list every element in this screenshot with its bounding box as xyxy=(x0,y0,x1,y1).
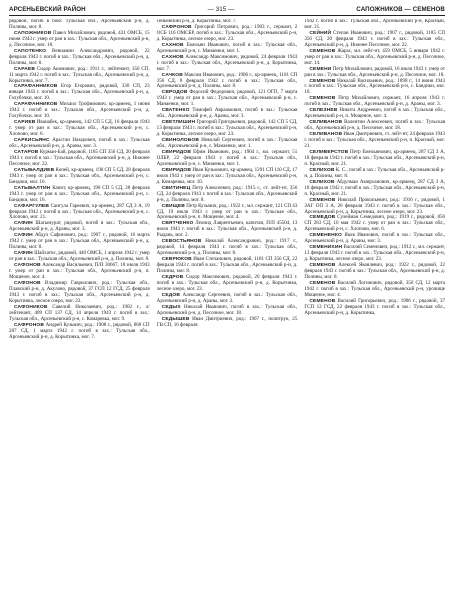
entry-details: Копей, кр-армеец, 190 СП 5 СД, 28 февраля 1943 г. умер от ран в зах.: Тульская обл., Арсеньевский р-н, с. Бандики, мог. 16. xyxy=(9,166,150,185)
entry-details: Сангула Гареевич, кр-армеец, 287 СД 3 А, 19 февраля 1942 г. погиб в зах.: Тульская обл., Арсеньевский р-н, с. Хлопово, мог. 21. xyxy=(9,202,150,221)
memorial-entry xyxy=(157,257,298,275)
entry-surname: СЕМЕНЕНКО xyxy=(309,233,342,239)
entry-details: Иванабек, кр-армеец, 142 СП 5 СД, 16 февраля 1943 г. умер от ран в зах.: Тульская обл., Арсеньевский р-н, с. Хлопово, мог. 6. xyxy=(9,119,150,138)
entry-surname: САТЫБАЛТИН xyxy=(14,185,51,191)
entry-surname: СЕЛИХОВ xyxy=(309,179,335,185)
entry-surname: САРИЕВ xyxy=(14,120,36,126)
entry-details: К. С., погиб в зах.: Тульская обл., Арсеньевский р-н, д. Полины, мог. 8. xyxy=(304,166,445,179)
entry-surname: СВИТИНЕЦ xyxy=(161,185,191,191)
entry-surname: СВИНОЛОБОВ xyxy=(161,138,200,144)
entry-details: Егор Егорович, рядовой, 330 СП, 23 января 1943 г. погиб в зах.: Тульская обл., Арсеньевский р-н, д. Голубочки, мог. 10. xyxy=(9,83,150,102)
entry-surname: САХНОВ xyxy=(161,54,184,60)
entry-surname: СВИРИДОВ xyxy=(161,149,192,155)
entry-surname: СВРОДОВ xyxy=(161,90,188,96)
entry-surname: СЕМЕНИХИН xyxy=(309,245,343,251)
entry-details: Андрей Кузьмич, род.: 1908 г., рядовой, 868 СП 287 СД, 1 марта 1942 г. погиб в зах.: Тульская обл., Арсеньевский р-н, д. Корытинка, мог. 7. xyxy=(9,321,150,340)
column-3 xyxy=(304,19,445,595)
memorial-entry xyxy=(9,263,150,281)
entry-details: Владимир Гаврилович, род.: Тульская обл., Плавский р-н, д. Акулово, рядовой, 37 ГСП 12 ГСД, 25 февраля 1943 г. погиб в зах.: Тульская обл., Арсеньевский р-н, д. Корытинка, лесное озеро, мог. 23. xyxy=(9,279,150,304)
entry-surname: СЕВРЮКОВ xyxy=(161,257,192,263)
memorial-entry xyxy=(9,323,150,341)
entry-surname: СЕЛИВАНОВ xyxy=(309,132,343,138)
entry-surname: САПОТЕНКО xyxy=(14,48,47,54)
entry-details: Петр Михайлович, рядовой, 16 июля 1943 г. умер от ран в зах.: Тульская обл., Арсеньевский р-н, д. Песочное, мог. 18. xyxy=(304,65,445,78)
memorial-entry xyxy=(9,67,150,85)
memorial-entry xyxy=(304,180,445,198)
entry-details: Григорий Григорьевич, рядовой, 142 СП 5 СД, 13 февраля 1943 г. погиб в зах.: Тульская обл., Арсеньевский р-н, д. Корытинка, лесное озеро, мог. 23. xyxy=(156,119,298,138)
entry-details: Павел Михайлович, рядовой, 431 ОМСБ, 15 июня 1943 г. умер от ран в зах.: Тульская обл., Арсеньевский р-н, д. Песочное, мог. 18. xyxy=(9,29,150,48)
entry-surname: САФОНИКОВ xyxy=(14,304,48,310)
entry-details: Валентин Алексеевич, погиб в зах.: Тульская обл., Арсеньевский р-н, д. Песочное, мог. 18. xyxy=(304,119,445,132)
entry-details: Александр Максимович, рядовой, 24 февраля 1943 г. погиб в зах.: Тульская обл., Арсеньевский р-н, д. Корытинка, мог. 7. xyxy=(156,53,298,72)
entry-surname: САТАРОВ xyxy=(14,149,39,155)
entry-details: Александр Васильевич, П/П 30667, 18 июля 1943 г. умер от ран в зах.: Тульская обл., Арсеньевский р-н, п. Мощеное, мог. 4. xyxy=(9,262,150,280)
memorial-entry xyxy=(157,204,298,222)
entry-details: Максим Иванович, род.: 1906 г., кр-армеец, 1181 СП 356 СД, 8 февраля 1942 г. погиб в зах.: Тульская обл., Арсеньевский р-н, д. Полины, мог. 8. xyxy=(156,71,298,90)
entry-surname: САФАРГУЛЕВ xyxy=(14,203,50,209)
entry-details: Петр Михайлович, сержант, 16 апреля 1943 г. погиб в зах.: Тульская обл., Арсеньевский р-н, д. Араны, мог. 3. xyxy=(304,95,445,108)
entry-surname: СЕЙНИЙ xyxy=(309,30,332,36)
entry-details: Александр Сергеевич, погиб в зах.: Тульская обл., Арсеньевский р-н, д. Араны, мог. 3. xyxy=(156,291,298,304)
memorial-entry xyxy=(304,198,445,216)
entry-surname: САРАФАННИКОВ xyxy=(14,84,58,90)
entry-surname: СЕМЕНОВ xyxy=(309,280,336,286)
entry-surname: СЕМЕДОВ xyxy=(309,215,336,221)
entry-details: 1942 г. погиб в зах.: Тульская обл., Арсеньевский р-н, Красный, мог. 21. xyxy=(304,19,445,30)
entry-details: рядовой, погиб в бою: Тульская обл., Арсеньевский р-н, д. Полины, мог. 8. xyxy=(9,19,150,30)
entry-details: Иван Степанович, рядовой, 1181 СП 356 СД, 22 февраля 1943 г. погиб в зах.: Тульская обл., Арсеньевский р-н, д. Полины, мог. 8. xyxy=(156,256,298,275)
memorial-entry xyxy=(157,186,298,204)
memorial-entry xyxy=(9,150,150,168)
entry-details: Емельян Иванович, погиб в зах.: Тульская обл., Арсеньевский р-н, с. Манаенки, мог. 1. xyxy=(156,41,298,54)
memorial-entry xyxy=(157,90,298,108)
column-1 xyxy=(9,19,150,595)
entry-surname: САПОЖНИКОВ xyxy=(14,30,52,36)
entry-details: Абдул Сафинович, род.: 1907 г., рядовой, 16 марта 1942 г. умер от ран в зах.: Тульская обл., Арсеньевский р-н, д. Полины, мог. 8. xyxy=(9,232,150,251)
header-left-title: АРСЕНЬЕВСКИЙ РАЙОН xyxy=(9,6,86,13)
entry-details: Иван Кузьмович, кр-армеец, 1291 СП 110 СД, 17 июля 1943 г. умер от ран в зах.: Тульская обл., Арсеньевский р-н, д. Комаревка, мог. 10. xyxy=(156,166,298,185)
memorial-entry xyxy=(9,281,150,305)
memorial-entry xyxy=(304,263,445,281)
entry-details: Сидор Акимович, род.: 1911 г., лейтенант, 356 СП, 11 марта 1942 г. погиб в зах.: Тульская обл., Арсеньевский р-н, д. Корытинка, мог. 7. xyxy=(9,65,150,84)
entry-surname: САРАФАННИКОВ xyxy=(14,102,58,108)
entry-details: Капит, кр-армеец, 190 СП 5 СД, 28 февраля 1943 г. умер от ран в зах.: Тульская обл., Арсеньевский р-н, с. Бандики, мог. 16. xyxy=(9,184,150,203)
memorial-entry xyxy=(9,204,150,222)
entry-surname: САФРОНОВ xyxy=(161,24,192,30)
memorial-entry xyxy=(157,221,298,239)
entry-surname: СЕМЕНОВ xyxy=(309,96,336,102)
header-right-title: САПОЖНИКОВ — СЕМЕНОВ xyxy=(356,6,445,13)
entry-surname: СЕМЕНОВ xyxy=(309,298,336,304)
entry-surname: СЕМЕНИ xyxy=(309,66,332,72)
memorial-entry xyxy=(157,275,298,293)
entry-details: Ефим Иванович, род.: 1904 г., мл. сержант, 51 ОЛБР, 22 февраля 1943 г. погиб в зах.: Тульская обл., Арсеньевский р-н, с. Манаенки, мог. 1. xyxy=(156,148,298,167)
entry-details: Сидор Максимович, рядовой, 20 февраля 1943 г. погиб в зах.: Тульская обл., Арсеньевский р-н, д. Корытинка, лесное озеро, мог. 23. xyxy=(156,273,298,292)
memorial-entry xyxy=(157,168,298,186)
memorial-entry xyxy=(9,84,150,102)
entry-surname: САФРОНОВ xyxy=(14,322,45,328)
entry-surname: САРКИСЬЯНС xyxy=(14,138,50,144)
entry-details: Василий Логинович, рядовой, 356 СД, 12 марта 1942 г. погиб в зах.: Тульская обл., Арсеньевский р-н, урочище Мощеное, мог. 4. xyxy=(304,279,445,298)
memorial-entry xyxy=(304,31,445,49)
entry-details: Степан Иванович, род.: 1907 г., рядовой, 1185 СП 356 СД, 20 февраля 1943 г. погиб в зах.: Тульская обл., Арсеньевский р-н, д. Нижнее Песочное, мог. 22. xyxy=(304,29,445,48)
entry-details: Федосий Федорович, рядовой, 121 ОГП, 7 марта 1943 г. умер от ран в зах.: Тульская обл., Арсеньевский р-н, с. Манаенки, мог. 1. xyxy=(156,89,298,108)
memorial-entry xyxy=(157,120,298,138)
text-columns xyxy=(9,19,445,595)
column-2 xyxy=(157,19,298,595)
entry-details: Никита Андреевич, погиб в зах.: Тульская обл., Арсеньевский р-н, п. Мощеное, мог. 4. xyxy=(304,107,445,120)
entry-surname: СЕВОСТЬЯНОВ xyxy=(161,239,202,245)
entry-surname: СВИЩЕВ xyxy=(161,203,185,209)
memorial-entry xyxy=(157,73,298,91)
memorial-entry xyxy=(304,281,445,299)
memorial-entry xyxy=(9,168,150,186)
memorial-entry xyxy=(304,132,445,150)
memorial-entry xyxy=(157,317,298,329)
entry-details: Абдулман Амирханович, кр-армеец, 287 СД 3 А, 18 февраля 1942 г. погиб в зах.: Тульская обл., Арсеньевский р-н, п. Красный, мог. 21. xyxy=(304,178,445,197)
entry-details: сеньевский р-н, д. Корытинка, мог. 7. xyxy=(156,19,237,24)
entry-details: Петр Емельянович, кр-армеец, 287 СД 3 А, 18 февраля 1942 г. погиб в зах.: Тульская обл., Арсеньевский р-н, п. Красный, мог. 21. xyxy=(304,148,445,167)
memorial-entry xyxy=(304,299,445,317)
memorial-entry xyxy=(304,150,445,168)
entry-details: Василий Григорьевич, род.: 1906 г., рядовой, 37 ГСП 12 ГСД, 22 февраля 1943 г. погиб в зах.: Тульская обл., Арсеньевский р-н, д. Корытинка, xyxy=(304,297,445,316)
entry-details: Николай Васильевич, род.: 1898 г., 14 июня 1943 г. погиб в зах.: Тульская обл., Арсеньевский р-н, с. Бандики, мог. 16. xyxy=(304,77,445,96)
entry-surname: СЕЛИХОВ xyxy=(309,167,335,173)
entry-details: Шайхатис, рядовой, 440 ОМСБ, 1 апреля 1942 г. умер от ран в зах.: Тульская обл., Арсеньевский р-н, д. Полины, мог. 8. xyxy=(9,250,150,263)
entry-surname: САХНОВ xyxy=(161,42,184,48)
memorial-entry xyxy=(157,150,298,168)
entry-surname: СВИРИДОВ xyxy=(161,167,192,173)
entry-details: Сулейман Семедович, род.: 1919 г., рядовой, 856 СП 283 СД, 10 мая 1942 г. умер от ран в зах.: Тульская обл., Арсеньевский р-н, с. Хлопово, мог. 6. xyxy=(304,214,445,233)
entry-details: Арастан Назарович, погиб в зах.: Тульская обл., Арсеньевский р-н, д. Араны, мог. 3. xyxy=(9,137,150,150)
entry-surname: СЕМЕНОВ xyxy=(309,263,336,269)
entry-details: Курман-Бай, рядовой, 1185 СП 356 СД, 20 февраля 1943 г. погиб в зах.: Тульская обл., Арсеньевский р-н, д. Нижнее Песочное, мог. 22. xyxy=(9,148,150,167)
memorial-entry xyxy=(157,25,298,43)
entry-surname: САЧКОВ xyxy=(161,72,183,78)
memorial-entry xyxy=(9,305,150,323)
memorial-entry xyxy=(9,186,150,204)
entry-surname: САФИН xyxy=(14,233,33,239)
entry-surname: САФИН xyxy=(14,221,33,227)
entry-details: Петр Кузьмич, род.: 1922 г., мл. сержант, 121 СП 43 СД, 19 июля 1943 г. умер от ран в зах.: Тульская обл., Арсеньевский р-н, п. Мощеное, мог. 4. xyxy=(156,202,298,221)
memorial-entry xyxy=(9,49,150,67)
entry-surname: СЕДЫХ xyxy=(161,304,181,310)
entry-details: Николай Александрович, род.: 1917 г., рядовой, 14 февраля 1943 г. погиб в зах.: Тульская обл., Арсеньевский р-н, д. Полины, мог. 8. xyxy=(156,238,298,257)
entry-surname: СЕДОВ xyxy=(161,292,181,298)
entry-details: Алексей Яковлевич, род.: 1922 г., рядовой, 22 февраля 1943 г. погиб в зах.: Тульская обл., Арсеньевский р-н, д. Полины, мог. 8. xyxy=(304,262,445,280)
entry-surname: СЕДЫШЕВ xyxy=(161,316,190,322)
running-header xyxy=(9,6,445,16)
page-number: — 315 — xyxy=(207,6,235,13)
memorial-entry xyxy=(157,239,298,257)
entry-surname: САФОНОВ xyxy=(14,263,41,269)
entry-surname: СЕЛЕЗНЕВ xyxy=(309,108,338,114)
memorial-entry xyxy=(304,79,445,97)
entry-surname: САТЫБАЛДИЕВ xyxy=(14,167,55,173)
entry-details: Иван Дмитриевич, род.: 1907 г., политрук, 25 ГВ.СП, 16 февраля xyxy=(156,315,298,328)
entry-details: Вениамин Александрович, рядовой, 22 февраля 1943 г. погиб в зах.: Тульская обл., Арсеньевский р-н, д. Полины, мог. 8. xyxy=(9,47,150,66)
entry-details: Петр Алексеевич, род.: 1915 г., ст. лейт-нт, 356 СД, 24 февраля 1943 г. погиб в зах.: Тульская обл., Арсеньевский р-н, д. Полины, мог. 8. xyxy=(156,184,298,203)
entry-surname: СЕЛИВАНОВ xyxy=(309,120,343,126)
memorial-entry xyxy=(9,233,150,251)
memorial-entry xyxy=(304,215,445,233)
entry-details: Николай Сергеевич, погиб в зах.: Тульская обл., Арсеньевский р-н, с. Манаенки, мог. 1. xyxy=(156,137,298,150)
entry-surname: САФИН xyxy=(14,251,33,257)
entry-surname: САРАЕВ xyxy=(14,66,35,72)
entry-details: Николай Иванович, погиб в зах.: Тульская обл., Арсеньевский р-н, д. Песочное, мог. 18. xyxy=(156,303,298,316)
entry-surname: СЕМЕНОВ xyxy=(309,78,336,84)
entry-surname: СЕМЕНОВ xyxy=(309,48,336,54)
entry-surname: СВЕТЛИШИН xyxy=(161,120,196,126)
entry-details: Василий Семенович, род.: 1912 г., мл. сержант, 13 февраля 1943 г. погиб в зах.: Тульская обл., Арсеньевский р-н, д. Корытинка, лесное озеро, мог. 23. xyxy=(304,244,445,263)
memorial-entry xyxy=(9,102,150,120)
entry-surname: СЕЛИВЕРСТОВ xyxy=(309,149,349,155)
entry-surname: СВЯТЧЕНКО xyxy=(161,221,194,227)
entry-details: Савелий Николаевич, род.: 1902 г., л/лейтенант, 409 СП 137 СД, 14 апреля 1943 г. погиб в зах.: Тульская обл., Арсеньевский р-н, с. Комаревка, мог. 9. xyxy=(9,303,150,322)
entry-details: Григорий Петрович, род.: 1903 г., сержант, 2 ОСБ 116 ОМСБР, погиб в зах.: Тульская обл., Арсеньевский р-н, д. Корытинка, лесное озеро, мог. 23. xyxy=(156,23,298,42)
memorial-entry xyxy=(304,245,445,263)
entry-details: Тимофей Авраамович, погиб в зах.: Тульская обл., Арсеньевский р-н, д. Араны, мог. 3. xyxy=(156,107,298,120)
entry-details: Леонид Лаврентьевич, капитан, П/П 45504, 13 июля 1943 г. погиб в зах.: Тульская обл., Арсеньевский р-н, д. Рыдань, мог. 2. xyxy=(156,220,298,239)
entry-surname: СЕМЕНОВ xyxy=(309,197,336,203)
entry-details: Шагымурат, рядовой, погиб в зах.: Тульская обл., Арсеньевский р-н, д. Араны, мог. 3. xyxy=(9,220,150,233)
memorial-entry xyxy=(157,55,298,73)
entry-surname: СЕДРОВ xyxy=(161,274,184,280)
entry-details: Яков Иванович, погиб в зах.: Тульская обл., Арсеньевский р-н, д. Араны, мог. 3. xyxy=(304,232,445,245)
entry-surname: САФОНОВ xyxy=(14,280,41,286)
entry-details: Николай Прокопьевич, род.: 1916 г., рядовой, 1 ЗАГ ОП 3 А, 26 февраля 1943 г. погиб в зах.: Тульская обл., Арсеньевский р-н, д. Корытинка, лесное озеро, мог. 23. xyxy=(304,196,445,215)
memorial-entry xyxy=(9,31,150,49)
entry-details: Иван Дмитриевич, ст. лейт-нт, 24 февраля 1943 г. погиб в зах.: Тульская обл., Арсеньевский р-н, п. Красный, мог. 21. xyxy=(304,131,445,150)
memorial-entry xyxy=(304,49,445,67)
memorial-entry xyxy=(9,120,150,138)
entry-details: Жарас, мл. лейт-нт, 459 ОМСБ, 5 января 1942 г. умер от ран в зах.: Тульская обл., Арсеньевский р-н, д. Песочное, мог. 14. xyxy=(304,47,445,66)
entry-surname: СВАТЕНКО xyxy=(161,108,190,114)
entry-details: Михаил Трофимович, кр-армеец, 1 июня 1943 г. погиб в зах.: Тульская обл., Арсеньевский р-н, д. Голубочки, мог. 10. xyxy=(9,101,150,120)
